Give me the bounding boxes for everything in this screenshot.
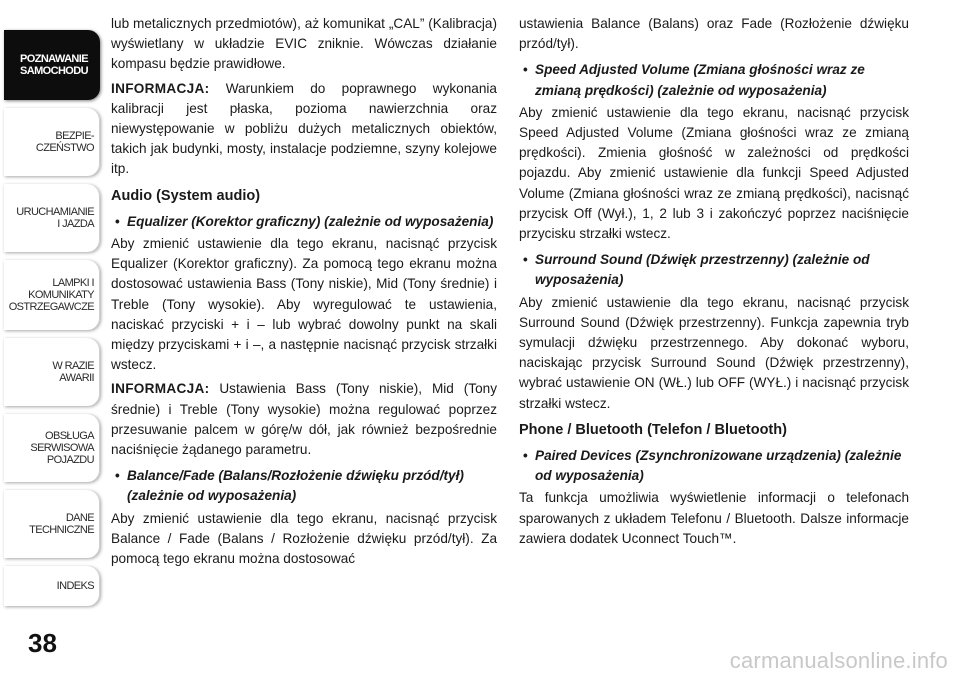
bullet-dot: • <box>115 468 120 484</box>
tab-indeks[interactable] <box>4 566 100 606</box>
tab-label: BEZPIE- CZEŃSTWO <box>35 130 94 154</box>
note-label: INFORMACJA: <box>111 80 210 96</box>
bullet-text: Balance/Fade (Balans/Rozłożenie dźwięku przód/tył) (zależnie od wyposażenia) <box>127 468 464 504</box>
tab-dane-techniczne[interactable] <box>4 490 100 558</box>
watermark: carmanualsonline.info <box>729 648 948 673</box>
tab-bezpieczenstwo[interactable] <box>4 108 100 176</box>
bullet-dot: • <box>523 448 528 464</box>
bullet-speed-adjusted-volume <box>519 60 909 100</box>
note-text: Warunkiem do poprawnego wykonania kalibracji jest płaska, pozioma nawierzchnia oraz niewystępowanie w pobliżu dużych metalicznych obiektów, takich jak budynki, mosty, instalacje podziemne, szyny kolejowe itp. <box>111 80 497 177</box>
bullet-text: Equalizer (Korektor graficzny) (zależnie od wyposażenia) <box>127 213 494 229</box>
note-calibration <box>111 79 497 180</box>
paragraph-paired: Ta funkcja umożliwia wyświetlenie informacji o telefonach sparowanych z układem Telefonu / Bluetooth. Dalsze informacje zawiera dodatek Uconnect Touch™. <box>519 490 909 546</box>
bullet-text: Paired Devices (Zsynchronizowane urządzenia) (zależnie od wyposażenia) <box>535 448 902 484</box>
heading-phone-bluetooth: Phone / Bluetooth (Telefon / Bluetooth) <box>519 421 787 438</box>
tab-w-razie-awarii[interactable] <box>4 338 100 406</box>
bullet-equalizer <box>111 212 497 232</box>
bullet-text: Surround Sound (Dźwięk przestrzenny) (zależnie od wyposażenia) <box>535 252 870 288</box>
chapter-sidebar <box>0 0 100 678</box>
tab-poznawanie-samochodu[interactable] <box>4 30 100 100</box>
bullet-text: Speed Adjusted Volume (Zmiana głośności wraz ze zmianą prędkości) (zależnie od wyposażenia) <box>535 62 865 98</box>
tab-label: INDEKS <box>56 580 94 592</box>
bullet-dot: • <box>523 62 528 78</box>
paragraph-equalizer: Aby zmienić ustawienie dla tego ekranu, nacisnąć przycisk Equalizer (Korektor graficzny). Za pomocą tego ekranu można dostosować ustawienia Bass (Tony niskie), Mid (Tony średnie) i Treble (Tony wysokie). Aby wyregulować te ustawienia, naciskać przyciski + i – lub wybrać dowolny punkt na skali między przyciskami + i –, a następnie nacisnąć przycisk strzałki wstecz. <box>111 236 497 373</box>
tab-label: W RAZIE AWARII <box>52 360 94 384</box>
paragraph-speed: Aby zmienić ustawienie dla tego ekranu, nacisnąć przycisk Speed Adjusted Volume (Zmiana głośności wraz ze zmianą prędkości). Zmienia głośność w zależności od prędkości pojazdu. Aby zmienić ustawienie dla funkcji Speed Adjusted Volume (Zmiana głośności wraz ze zmianą prędkości), nacisnąć przycisk Off (Wył.), 1, 2 lub 3 i zakończyć poprzez naciśnięcie przycisku strzałki wstecz. <box>519 104 909 242</box>
note-label: INFORMACJA: <box>111 381 210 397</box>
tab-obsluga-serwisowa[interactable] <box>4 414 100 482</box>
tab-uruchamianie-i-jazda[interactable] <box>4 184 100 252</box>
tab-label: DANE TECHNICZNE <box>29 512 94 536</box>
tab-label: OBSŁUGA SERWISOWA POJAZDU <box>30 430 94 466</box>
tab-label: LAMPKI I KOMUNIKATY OSTRZEGAWCZE <box>8 277 94 313</box>
page-number: 38 <box>28 628 57 658</box>
note-equalizer <box>111 379 497 460</box>
bullet-surround-sound <box>519 250 909 290</box>
paragraph-balance-continued: ustawienia Balance (Balans) oraz Fade (Rozłożenie dźwięku przód/tył). <box>519 16 909 52</box>
note-text: Ustawienia Bass (Tony niskie), Mid (Tony średnie) i Treble (Tony wysokie) można regulować poprzez przesuwanie palcem w górę/w dół, jak również bezpośrednie naciśnięcie żądanego parametru. <box>111 381 497 458</box>
tab-label: URUCHAMIANIE I JAZDA <box>16 206 94 230</box>
left-column <box>111 14 497 573</box>
heading-audio: Audio (System audio) <box>111 187 261 204</box>
bullet-dot: • <box>523 252 528 268</box>
paragraph-surround: Aby zmienić ustawienie dla tego ekranu, nacisnąć przycisk Surround Sound (Dźwięk przestrzenny). Funkcja zapewnia tryb symulacji dźwięku przestrzennego. Aby dokonać wyboru, naciskając przycisk Surround Sound (Dźwięk przestrzenny), wybrać ustawienie ON (WŁ.) lub OFF (WYŁ.) i nacisnąć przycisk strzałki wstecz. <box>519 294 909 411</box>
bullet-balance-fade <box>111 466 497 506</box>
paragraph-balance: Aby zmienić ustawienie dla tego ekranu, nacisnąć przycisk Balance / Fade (Balans / Rozłożenie dźwięku przód/tył). Za pomocą tego ekranu można dostosować <box>111 510 497 567</box>
bullet-dot: • <box>115 213 120 229</box>
right-column <box>519 14 909 553</box>
tab-lampki-i-komunikaty[interactable] <box>4 260 100 330</box>
paragraph-calibration: lub metalicznych przedmiotów), aż komunikat „CAL” (Kalibracja) wyświetlany w układzie EVIC zniknie. Wówczas działanie kompasu będzie prawidłowe. <box>111 16 497 72</box>
bullet-paired-devices <box>519 446 909 486</box>
tab-label: POZNAWANIE SAMOCHODU <box>20 53 88 77</box>
